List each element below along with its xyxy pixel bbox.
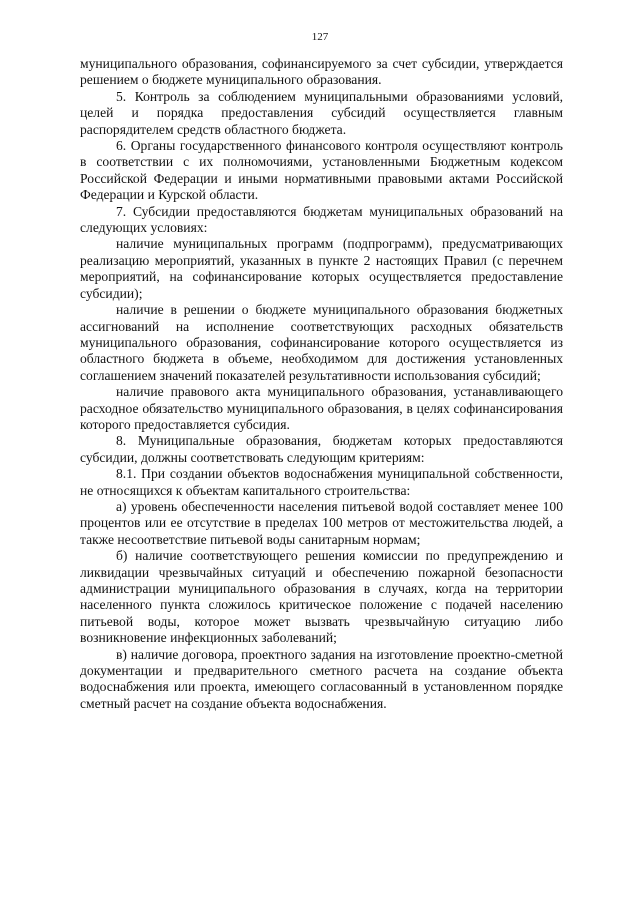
page-number: 127	[311, 31, 329, 43]
paragraph-item-7: 7. Субсидии предоставляются бюджетам муниципальных образований на следующих условиях:	[80, 203, 563, 236]
document-body	[80, 56, 563, 712]
paragraph-condition-legal-act: наличие правового акта муниципального образования, устанавливающего расходное обязательство муниципального образования, в целях софинансирования которого предоставляется субсидия.	[80, 384, 563, 432]
paragraph-item-5: 5. Контроль за соблюдением муниципальными образованиями условий, целей и порядка предоставления субсидий осуществляется главным распорядителем средств областного бюджета.	[80, 88, 563, 137]
paragraph-criterion-c: в) наличие договора, проектного задания на изготовление проектно-сметной документации и предварительного сметного расчета на создание объекта водоснабжения или проекта, имеющего согласованный в установленном порядке сметный расчет на создание объекта водоснабжения.	[80, 646, 563, 711]
paragraph-item-8: 8. Муниципальные образования, бюджетам которых предоставляются субсидии, должны соответствовать следующим критериям:	[80, 433, 563, 465]
paragraph-condition-budget: наличие в решении о бюджете муниципального образования бюджетных ассигнований на исполнение соответствующих расходных обязательств муниципального образования, софинансирование которого осуществляется из областного бюджета в объеме, необходимом для достижения установленных соглашением значений показателей результативности использования субсидий;	[80, 302, 563, 383]
paragraph-continuation: муниципального образования, софинансируемого за счет субсидии, утверждается решением о бюджете муниципального образования.	[80, 56, 563, 88]
paragraph-condition-programs: наличие муниципальных программ (подпрограмм), предусматривающих реализацию мероприятий, указанных в пункте 2 настоящих Правил (с перечнем мероприятий, на софинансирование которых осуществляется предоставление субсидии);	[80, 236, 563, 301]
paragraph-criterion-a: а) уровень обеспеченности населения питьевой водой составляет менее 100 процентов или ее отсутствие в пределах 100 метров от местожительства людей, а также несоответствие питьевой воды санитарным нормам;	[80, 498, 563, 547]
paragraph-criterion-b: б) наличие соответствующего решения комиссии по предупреждению и ликвидации чрезвычайных ситуаций и обеспечению пожарной безопасности администрации муниципального образования в случаях, когда на территории населенного пункта сложилось критическое положение с подачей населению питьевой воды, которое может вызвать чрезвычайную ситуацию либо возникновение инфекционных заболеваний;	[80, 548, 563, 646]
paragraph-item-6: 6. Органы государственного финансового контроля осуществляют контроль в соответствии с их полномочиями, установленными Бюджетным кодексом Российской Федерации и иными нормативными правовыми актами Российской Федерации и Курской области.	[80, 138, 563, 203]
paragraph-item-8-1: 8.1. При создании объектов водоснабжения муниципальной собственности, не относящихся к объектам капитального строительства:	[80, 466, 563, 498]
